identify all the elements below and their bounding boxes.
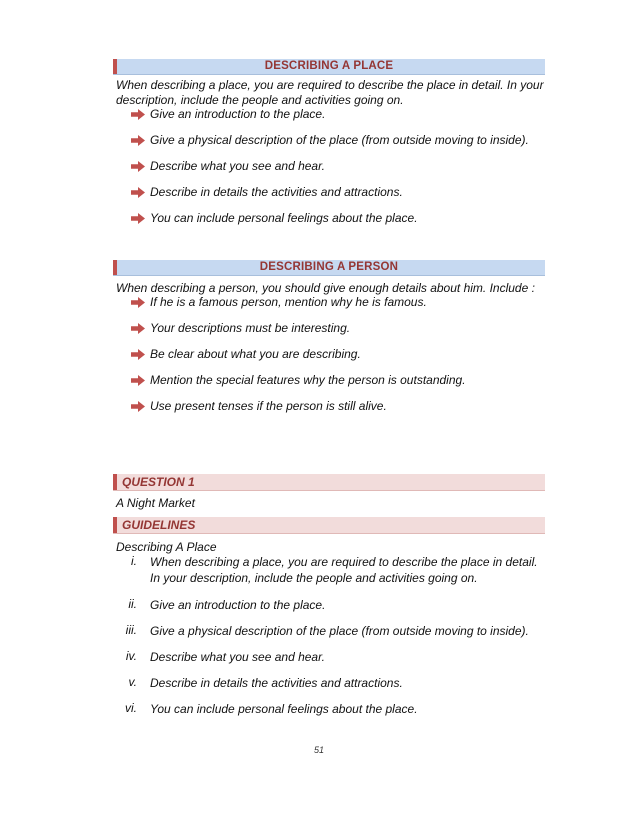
item-text: Give an introduction to the place. <box>150 598 326 612</box>
list-item-text: Give a physical description of the place (from outside moving to inside). <box>150 133 529 147</box>
item-text: When describing a place, you are required to describe the place in detail. In your description, include the people and activities going on. <box>150 555 538 585</box>
item-text: Describe what you see and hear. <box>150 650 325 664</box>
list-item-text: You can include personal feelings about the place. <box>150 211 418 225</box>
right-arrow-icon <box>131 161 145 172</box>
guidelines-header <box>113 517 545 534</box>
item-number: v. <box>128 675 137 689</box>
page-number: 51 <box>313 745 324 755</box>
right-arrow-icon <box>131 297 145 308</box>
section-title: DESCRIBING A PLACE <box>264 60 394 72</box>
item-number: iv. <box>125 649 137 663</box>
item-text: You can include personal feelings about the place. <box>150 702 418 716</box>
right-arrow-icon <box>131 375 145 386</box>
list-item-text: Describe what you see and hear. <box>150 159 325 173</box>
right-arrow-icon <box>131 323 145 334</box>
right-arrow-icon <box>131 109 145 120</box>
section-header-person <box>113 260 545 276</box>
list-item-text: If he is a famous person, mention why he is famous. <box>150 295 427 309</box>
question-title: QUESTION 1 <box>122 475 195 489</box>
section-header-place <box>113 59 545 75</box>
right-arrow-icon <box>131 135 145 146</box>
right-arrow-icon <box>131 187 145 198</box>
list-item-text: Mention the special features why the person is outstanding. <box>150 373 466 387</box>
question-header <box>113 474 545 491</box>
header-accent <box>113 517 117 533</box>
item-text: Describe in details the activities and attractions. <box>150 676 403 690</box>
item-text: Give a physical description of the place (from outside moving to inside). <box>150 624 529 638</box>
item-number: i. <box>131 554 137 568</box>
section-intro: When describing a person, you should give enough details about him. Include : <box>116 281 535 295</box>
guidelines-subtitle: Describing A Place <box>116 540 217 554</box>
list-item-text: Use present tenses if the person is still alive. <box>150 399 387 413</box>
section-intro: When describing a place, you are required to describe the place in detail. In your description, include the people and activities going on. <box>116 78 544 107</box>
list-item-text: Your descriptions must be interesting. <box>150 321 351 335</box>
list-item-text: Give an introduction to the place. <box>150 107 326 121</box>
header-accent <box>113 474 117 490</box>
section-title: DESCRIBING A PERSON <box>259 261 399 273</box>
right-arrow-icon <box>131 401 145 412</box>
item-number: vi. <box>125 701 137 715</box>
guidelines-title: GUIDELINES <box>122 518 196 532</box>
question-text: A Night Market <box>116 496 195 510</box>
list-item-text: Describe in details the activities and attractions. <box>150 185 403 199</box>
list-item-text: Be clear about what you are describing. <box>150 347 361 361</box>
item-number: iii. <box>125 623 137 637</box>
right-arrow-icon <box>131 213 145 224</box>
item-number: ii. <box>128 597 137 611</box>
right-arrow-icon <box>131 349 145 360</box>
